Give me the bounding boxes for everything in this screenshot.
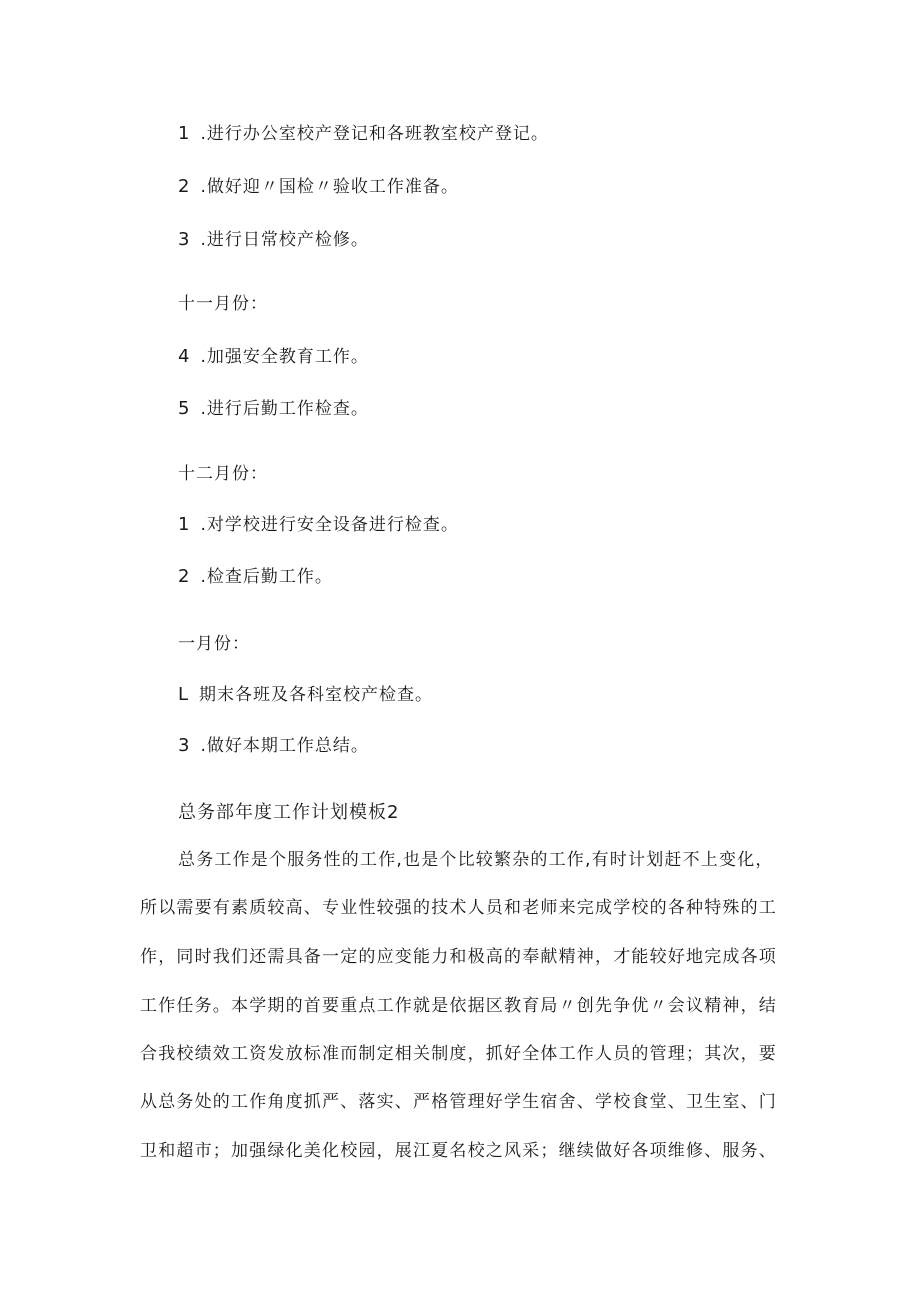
list-item	[178, 175, 459, 199]
paragraph-line: 工作任务。本学期的首要重点工作就是依据区教育局〃创先争优〃会议精神，结	[140, 996, 777, 1016]
list-item-text: .进行办公室校产登记和各班教室校产登记。	[200, 124, 549, 144]
list-item-text: .进行后勤工作检查。	[200, 399, 369, 419]
list-item	[178, 734, 369, 758]
list-item-text: .检查后勤工作。	[200, 567, 333, 587]
paragraph-line: 卫和超市；加强绿化美化校园，展江夏名校之风采；继续做好各项维修、服务、	[140, 1141, 777, 1161]
list-item-number: 5	[178, 398, 191, 419]
list-item-text: .进行日常校产检修。	[200, 230, 369, 250]
list-item-number: 1	[178, 123, 191, 144]
list-item-number: 1	[178, 514, 191, 535]
list-item-number: 4	[178, 346, 191, 367]
list-item	[178, 565, 333, 589]
list-item-number: 3	[178, 735, 191, 756]
month-heading-november: 十一月份：	[178, 294, 268, 314]
list-item	[178, 228, 369, 252]
list-item-text: .加强安全教育工作。	[200, 347, 369, 367]
list-item-text: .做好迎〃国检〃验收工作准备。	[200, 177, 459, 197]
paragraph-line: 从总务处的工作角度抓严、落实、严格管理好学生宿舍、学校食堂、卫生室、门	[140, 1092, 777, 1112]
list-item-number: 2	[178, 176, 191, 197]
list-item-text: .对学校进行安全设备进行检查。	[200, 515, 459, 535]
month-heading-december: 十二月份：	[178, 464, 268, 484]
month-heading-january: 一月份：	[178, 634, 250, 654]
section-title: 总务部年度工作计划模板2	[178, 802, 400, 823]
list-item	[178, 122, 549, 146]
list-item	[178, 397, 369, 421]
list-item	[178, 683, 433, 707]
paragraph-line: 所以需要有素质较高、专业性较强的技术人员和老师来完成学校的各种特殊的工	[140, 898, 777, 918]
list-item-number: 2	[178, 566, 191, 587]
list-item-text: .做好本期工作总结。	[200, 736, 369, 756]
list-item	[178, 345, 369, 369]
paragraph-line: 总务工作是个服务性的工作,也是个比较繁杂的工作,有时计划赶不上变化，	[178, 850, 774, 870]
list-item	[178, 513, 459, 537]
list-item-number: 3	[178, 229, 191, 250]
list-item-text: 期末各班及各科室校产检查。	[199, 685, 434, 705]
paragraph-line: 合我校绩效工资发放标准而制定相关制度，抓好全体工作人员的管理；其次，要	[140, 1044, 777, 1064]
paragraph-line: 作，同时我们还需具备一定的应变能力和极高的奉献精神，才能较好地完成各项	[140, 947, 777, 967]
list-item-number: L	[178, 684, 190, 705]
